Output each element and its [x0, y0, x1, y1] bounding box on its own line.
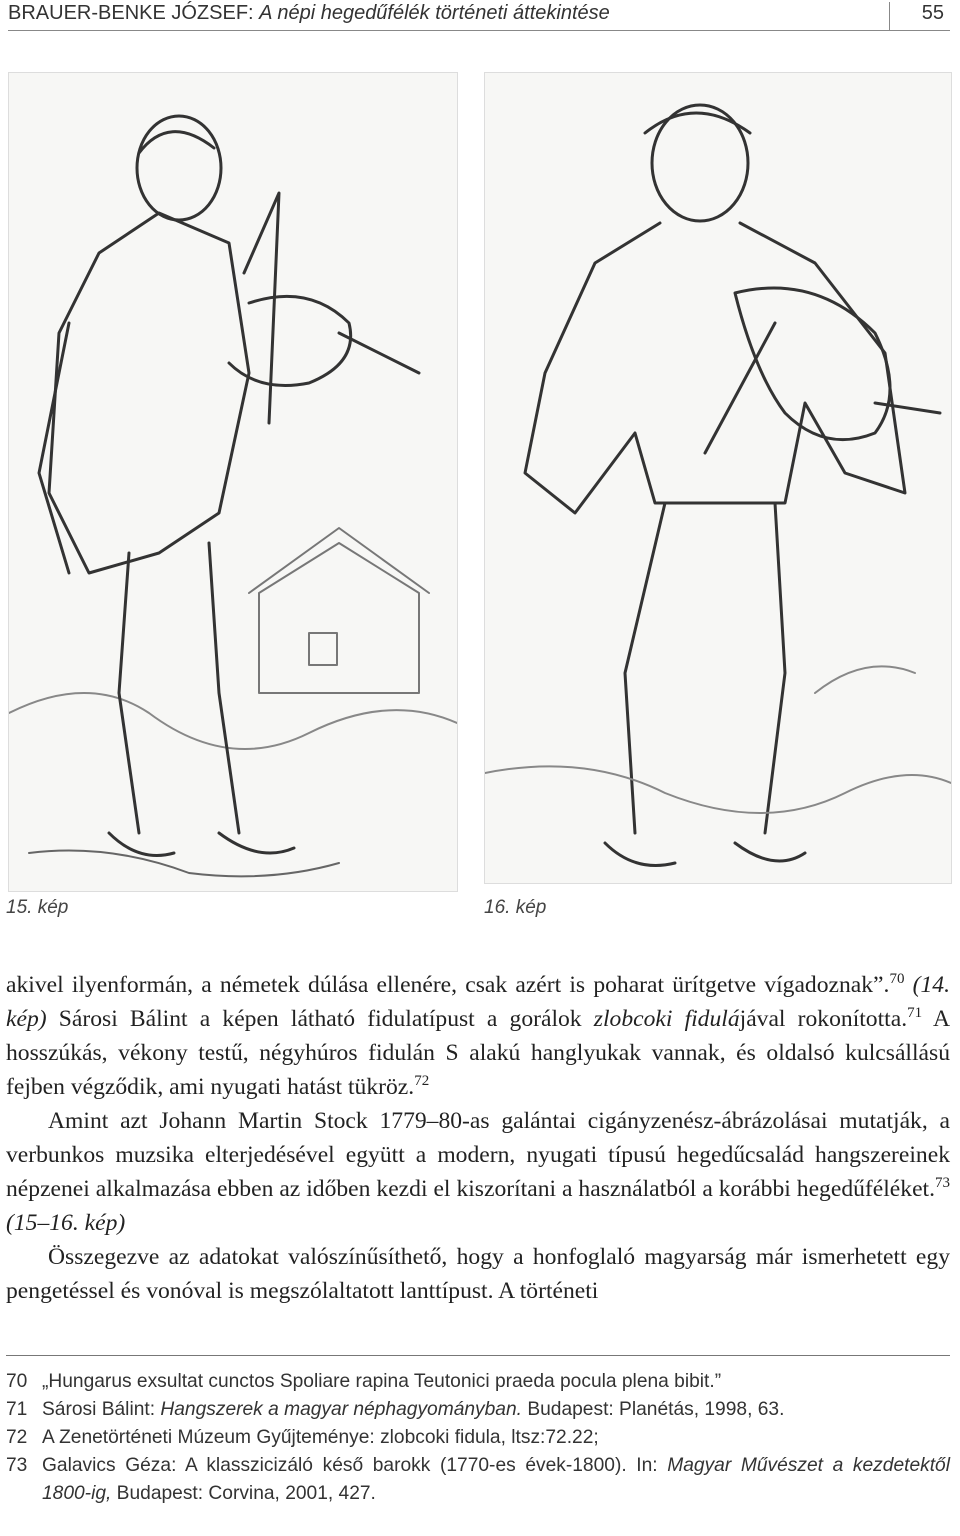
text-run: A Zenetörténeti Múzeum Gyűjteménye: zlobcoki fidula, ltsz:72.22;	[42, 1427, 599, 1448]
figure-ref-15-16: (15–16. kép)	[6, 1210, 126, 1236]
text-run	[904, 972, 912, 998]
header-article-title: A népi hegedűfélék történeti áttekintése	[259, 2, 610, 24]
book-title: Hangszerek a magyar néphagyományban.	[160, 1399, 522, 1420]
text-run: Sárosi Bálint a képen látható fidulatípust a gorálok	[46, 1006, 594, 1032]
header-separator	[889, 2, 890, 30]
footnote-ref-73: 73	[935, 1175, 950, 1191]
header-author: BRAUER-BENKE JÓZSEF:	[8, 2, 254, 24]
footnote-text	[42, 1424, 950, 1452]
text-run: Összegezve az adatokat valószínűsíthető, hogy a honfoglaló magyarság már ismerhetett egy pengetéssel és vonóval is megszólaltatott lanttípust. A történeti	[6, 1244, 950, 1304]
footnote-divider	[6, 1355, 950, 1356]
figure-16-image	[484, 72, 952, 884]
page-number: 55	[921, 2, 944, 24]
text-run: Galavics Géza: A klasszicizáló késő barokk (1770-es évek-1800). In:	[42, 1455, 668, 1476]
footnote-text	[42, 1396, 950, 1424]
text-run: A hosszúkás, vékony testű, négyhúros fidulán S alakú hanglyukak vannak, és oldalsó kulcsállású fejben végződik, ami nyugati hatást tükröz.	[6, 1006, 950, 1100]
footnote-ref-70: 70	[889, 971, 905, 987]
footnote-number: 72	[6, 1427, 28, 1448]
text-run: akivel ilyenformán, a németek dúlása ellenére, csak azért is poharat ürítgetve vígadoznak”.	[6, 972, 890, 998]
text-run: „Hungarus exsultat cunctos Spoliare rapina Teutonici praeda pocula plena bibit.”	[42, 1371, 722, 1392]
paragraph-2	[6, 1104, 950, 1240]
body-text	[6, 968, 950, 1308]
text-run: Sárosi Bálint:	[42, 1399, 161, 1420]
footnote-ref-72: 72	[414, 1073, 430, 1089]
footnote-text	[42, 1368, 950, 1396]
text-run: Budapest: Corvina, 2001, 427.	[111, 1483, 376, 1504]
footnote-72	[6, 1424, 950, 1452]
text-run: jával rokonította.	[739, 1006, 908, 1032]
figure-ref-14: (14. kép)	[6, 972, 950, 1032]
header-title	[8, 2, 610, 25]
footnote-73	[6, 1452, 950, 1508]
violinist-front-view-icon	[485, 73, 951, 883]
footnote-text	[42, 1452, 950, 1508]
footnote-number: 73	[6, 1455, 28, 1476]
figure-16-caption: 16. kép	[484, 897, 547, 918]
paragraph-1	[6, 968, 950, 1104]
paragraph-3	[6, 1240, 950, 1308]
footnote-ref-71: 71	[907, 1005, 923, 1021]
text-run: Budapest: Planétás, 1998, 63.	[521, 1399, 785, 1420]
emphasis-zlobcoki: zlobcoki fidulá	[593, 1006, 740, 1032]
running-header	[8, 0, 950, 31]
footnote-number: 71	[6, 1399, 28, 1420]
violinist-back-view-icon	[9, 73, 457, 891]
footnote-71	[6, 1396, 950, 1424]
footnote-number: 70	[6, 1371, 28, 1392]
figure-15-caption: 15. kép	[6, 897, 69, 918]
text-run: Amint azt Johann Martin Stock 1779–80-as galántai cigányzenész-ábrázolásai mutatják, a verbunkos muzsika elterjedésével együtt a modern, nyugati típusú hegedűcsalád hangszereinek népzenei alkalmazása ebben az időben kezdi el kiszorítani a használatból a korábbi hegedűféléket.	[6, 1108, 950, 1202]
footnote-70	[6, 1368, 950, 1396]
figure-15-image	[8, 72, 458, 892]
book-title: Magyar Művészet a kezdetektől 1800-ig,	[42, 1455, 950, 1504]
footnotes	[6, 1368, 950, 1508]
